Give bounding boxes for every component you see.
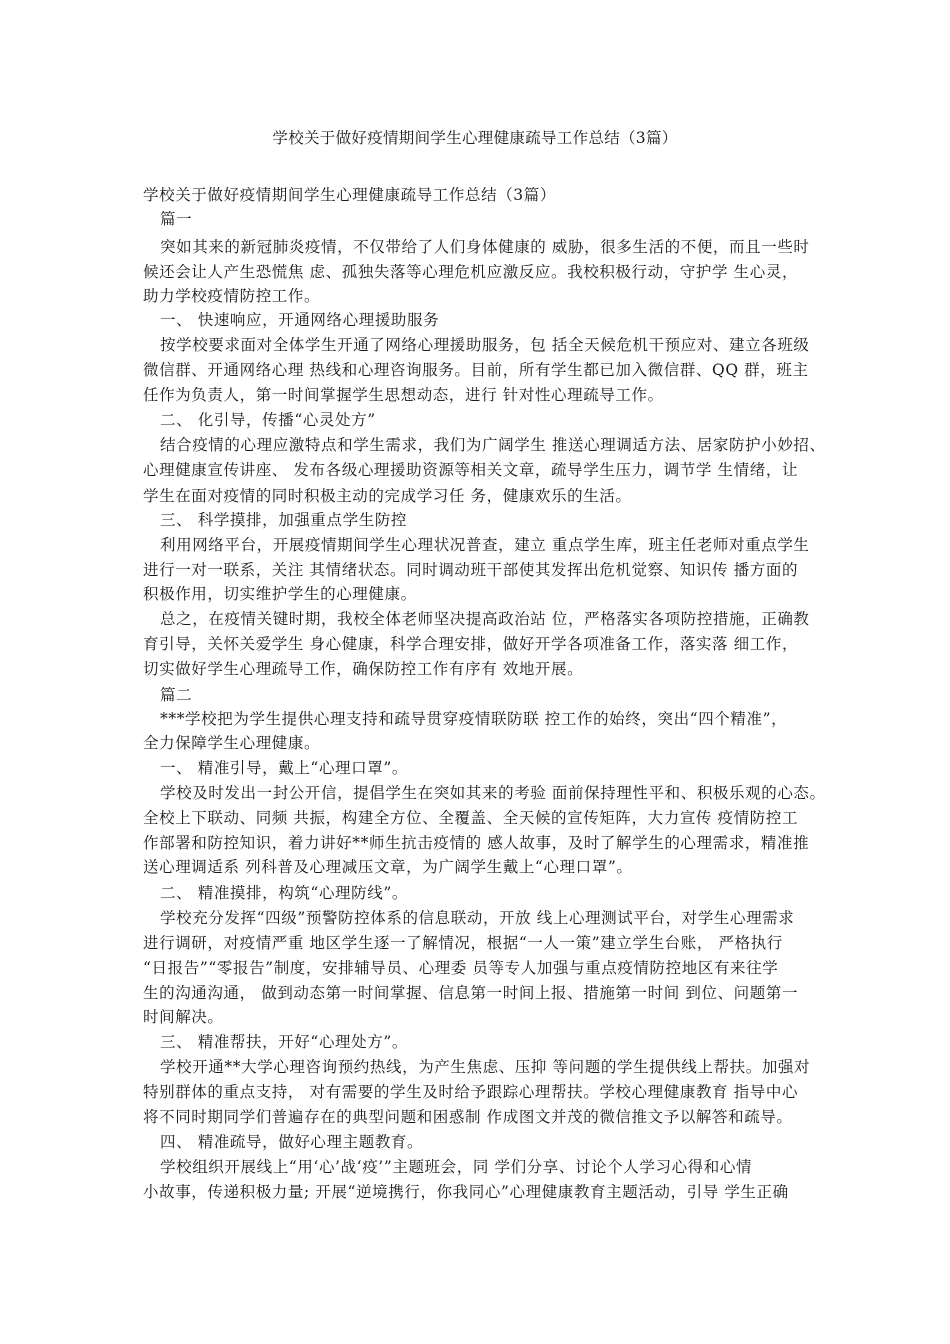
text-line: 候还会让人产生恐慌焦 虑、孤独失落等心理危机应激反应。我校积极行动，守护学 生心灵， — [143, 263, 799, 281]
text-line: 学校及时发出一封公开信，提倡学生在突如其来的考验 面前保持理性平和、积极乐观的心态。 — [160, 784, 826, 802]
text-line: 全力保障学生心理健康。 — [143, 734, 321, 752]
text-line: 学校关于做好疫情期间学生心理健康疏导工作总结（3篇） — [143, 186, 556, 204]
text-line: 总之，在疫情关键时期，我校全体老师坚决提高政治站 位，严格落实各项防控措施，正确教 — [160, 610, 810, 628]
text-line: 三、 科学摸排，加强重点学生防控 — [160, 511, 408, 529]
text-line: 学校开通**大学心理咨询预约热线，为产生焦虑、压抑 等问题的学生提供线上帮扶。加强对 — [160, 1058, 811, 1076]
text-line: 篇二 — [160, 686, 193, 704]
text-line: 特别群体的重点支持， 对有需要的学生及时给予跟踪心理帮扶。学校心理健康教育 指导中心 — [143, 1083, 799, 1101]
text-line: 助力学校疫情防控工作。 — [143, 287, 321, 305]
text-line: 突如其来的新冠肺炎疫情，不仅带给了人们身体健康的 威胁，很多生活的不便，而且一些时 — [160, 238, 810, 256]
text-line: 篇一 — [160, 210, 193, 228]
text-line: 三、 精准帮扶，开好“心理处方”。 — [160, 1033, 408, 1051]
text-line: 将不同时期同学们普遍存在的典型问题和困惑制 作成图文并茂的微信推文予以解答和疏导。 — [143, 1108, 793, 1126]
text-line: 小故事，传递积极力量; 开展“逆境携行，你我同心”心理健康教育主题活动，引导 学生正确 — [143, 1183, 789, 1201]
text-line: 心理健康宣传讲座、 发布各级心理援助资源等相关文章，疏导学生压力，调节学 生情绪，让 — [143, 461, 799, 479]
text-line: 按学校要求面对全体学生开通了网络心理援助服务，包 括全天候危机干预应对、建立各班级 — [160, 336, 810, 354]
text-line: 送心理调适系 列科普及心理减压文章，为广阔学生戴上“心理口罩”。 — [143, 858, 633, 876]
text-line: 时间解决。 — [143, 1008, 224, 1026]
text-line: 学校充分发挥“四级”预警防控体系的信息联动，开放 线上心理测试平台，对学生心理需求 — [160, 909, 795, 927]
text-line: 育引导，关怀关爱学生 身心健康，科学合理安排，做好开学各项准备工作，落实落 细工作， — [143, 635, 799, 653]
text-line: 作部署和防控知识，着力讲好**师生抗击疫情的 感人故事，及时了解学生的心理需求，精准推 — [143, 834, 810, 852]
text-line: 进行调研，对疫情严重 地区学生逐一了解情况，根据“一人一策”建立学生台账， 严格执行 — [143, 934, 783, 952]
text-line: 学校组织开展线上“用‘心’战‘疫’”主题班会，同 学们分享、讨论个人学习心得和心情 — [160, 1158, 753, 1176]
text-line: 积极作用，切实维护学生的心理健康。 — [143, 585, 417, 603]
document-title: 学校关于做好疫情期间学生心理健康疏导工作总结（3篇） — [272, 129, 678, 147]
text-line: 进行一对一联系，关注 其情绪状态。同时调动班干部使其发挥出危机觉察、知识传 播方面的 — [143, 561, 799, 579]
text-line: “日报告”“零报告”制度，安排辅导员、心理委 员等专人加强与重点疫情防控地区有来往学 — [143, 959, 779, 977]
text-line: 二、 精准摸排，构筑“心理防线”。 — [160, 884, 408, 902]
text-line: 任作为负责人，第一时间掌握学生思想动态，进行 针对性心理疏导工作。 — [143, 386, 664, 404]
text-line: 四、 精准疏导，做好心理主题教育。 — [160, 1133, 424, 1151]
text-line: 利用网络平台，开展疫情期间学生心理状况普查，建立 重点学生库，班主任老师对重点学生 — [160, 536, 810, 554]
text-line: 微信群、开通网络心理 热线和心理咨询服务。目前，所有学生都已加入微信群、QQ 群，班主 — [143, 361, 809, 379]
text-line: 切实做好学生心理疏导工作，确保防控工作有序有 效地开展。 — [143, 660, 584, 678]
text-line: 二、 化引导，传播“心灵处方” — [160, 411, 376, 429]
text-line: 一、 精准引导，戴上“心理口罩”。 — [160, 759, 408, 777]
text-line: 全校上下联动、同频 共振，构建全方位、全覆盖、全天候的宣传矩阵，大力宣传 疫情防控工 — [143, 809, 799, 827]
text-line: 生的沟通沟通， 做到动态第一时间掌握、信息第一时间上报、措施第一时间 到位、问题第一 — [143, 984, 799, 1002]
text-line: ***学校把为学生提供心理支持和疏导贯穿疫情联防联 控工作的始终，突出“四个精准”， — [160, 710, 788, 728]
text-line: 结合疫情的心理应激特点和学生需求，我们为广阔学生 推送心理调适方法、居家防护小妙招、 — [160, 436, 826, 454]
text-line: 学生在面对疫情的同时积极主动的完成学习任 务，健康欢乐的生活。 — [143, 487, 632, 505]
text-line: 一、 快速响应，开通网络心理援助服务 — [160, 311, 440, 329]
